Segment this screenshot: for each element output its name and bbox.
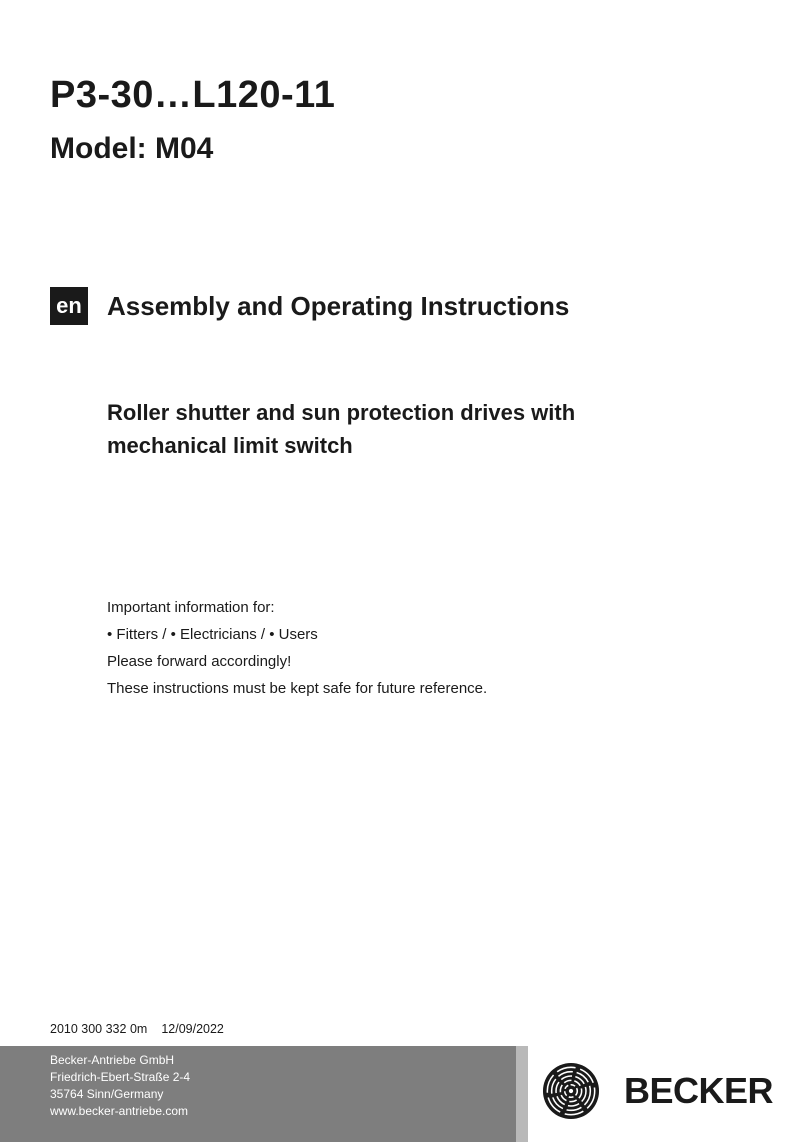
address-website: www.becker-antriebe.com bbox=[50, 1104, 189, 1118]
becker-logo-text: BECKER bbox=[624, 1070, 774, 1111]
important-info-block bbox=[107, 594, 707, 702]
model-label: Model: M04 bbox=[50, 132, 214, 165]
document-date: 12/09/2022 bbox=[161, 1022, 224, 1036]
subtitle-line-2: mechanical limit switch bbox=[107, 433, 353, 458]
footer-stripe bbox=[516, 1046, 528, 1142]
document-number: 2010 300 332 0m bbox=[50, 1022, 148, 1036]
info-line: Important information for: bbox=[107, 599, 275, 616]
product-subtitle bbox=[107, 396, 727, 462]
address-company: Becker-Antriebe GmbH bbox=[50, 1053, 175, 1067]
address-street: Friedrich-Ebert-Straße 2-4 bbox=[50, 1070, 191, 1084]
document-reference bbox=[50, 1020, 224, 1038]
company-address bbox=[50, 1052, 190, 1120]
subtitle-line-1: Roller shutter and sun protection drives with bbox=[107, 400, 576, 425]
language-badge: en bbox=[50, 287, 88, 325]
address-city: 35764 Sinn/Germany bbox=[50, 1087, 164, 1101]
becker-logo-icon bbox=[542, 1062, 600, 1120]
document-title: P3-30…L120-11 bbox=[50, 74, 336, 116]
document-type-heading: Assembly and Operating Instructions bbox=[107, 291, 570, 321]
info-line: Please forward accordingly! bbox=[107, 653, 292, 670]
info-line: • Fitters / • Electricians / • Users bbox=[107, 626, 318, 643]
info-line: These instructions must be kept safe for future reference. bbox=[107, 680, 488, 697]
